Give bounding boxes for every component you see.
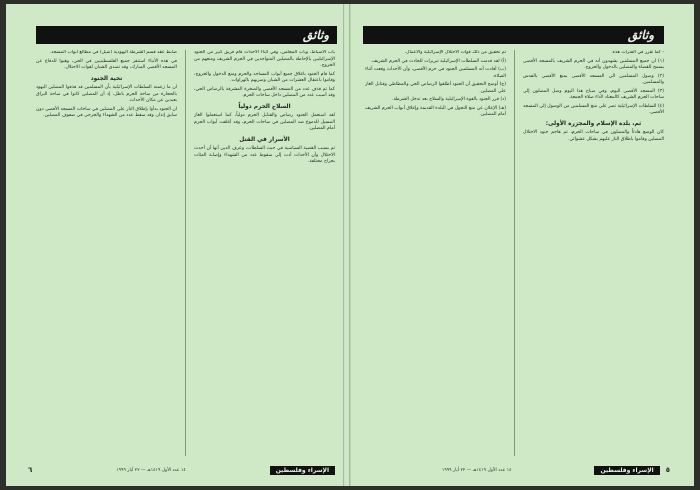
paragraph: ثم بسبب القضية السياسية في حيث السلطات، وعرف الدين أنها أن أحدث الاحتلال وأن الأحداث أدت إلى سقوط عدد من الشهداء وإصابة المئات بجراح مختلفة. bbox=[194, 146, 335, 164]
paragraph: - كما تقرر في الفترات هذه. bbox=[611, 50, 664, 55]
right-page bbox=[350, 4, 694, 486]
paragraph: ضابط عقد قسم الشرطة اليهودية (شيل) في مطالع أبواب المسجد. bbox=[49, 50, 177, 55]
issue-info: ١٤ عدد الأول ١٤١٩هـ — ٢٢ أيار ١٩٩٩ bbox=[116, 467, 186, 473]
left-page-footer bbox=[28, 464, 335, 476]
paragraph: تم تحقيق من ذلك قوات الاحتلال الإسرائيلية والأعمال. bbox=[404, 50, 506, 55]
right-page-header bbox=[363, 26, 664, 44]
paragraph: (ب) أفادت أنه المسلمين الجنود في حرم الأقصى، وأن الأحداث وقعت أثناء الصلاة. bbox=[365, 67, 506, 79]
magazine-spread bbox=[6, 4, 694, 486]
right-page-footer bbox=[365, 464, 670, 476]
left-header-title: وثائق bbox=[302, 28, 329, 42]
paragraph: (د) قرر الجنود بالقوة الإسرائيلية والسلاح بعد تدخل الشرطة. bbox=[392, 97, 506, 102]
paragraph: كما تم قذف عدد من المسجد الأقصى والصخرة المشرفة بالرصاص الحي، وقد أصيب عدد من المصلين داخل ساحات الحرم. bbox=[194, 86, 335, 98]
paragraph: كما قام الجنود باغلاق جميع أبواب المساجد والحرم ومنع الدخول والخروج، وقاموا باعتقال العشرات من الشبان وضربهم بالهراوات. bbox=[194, 71, 335, 83]
column-divider bbox=[185, 50, 186, 456]
paragraph: (٤) السلطات الإسرائيلية تصر على منع المسلمين من الوصول إلى المسجد الأقصى. bbox=[523, 103, 664, 115]
paragraph: ان الجنود بدأوا بإطلاق النار على المصلين في ساحات المسجد الأقصى دون سابق إنذار، وقد سقط عدد من الشهداء والجرحى في صفوف المصلين. bbox=[36, 106, 177, 118]
paragraph: (ج) أوضح التحقيق أن الجنود أطلقوا الرصاص الحي والمطاطي وقنابل الغاز على المصلين. bbox=[365, 82, 506, 94]
paragraph: (١) ان جميع المسلمين يشهدون أنه في الحرم الشريف بالمسجد الأقصى يسمح للقضاة والمصلين بالدخول والخروج. bbox=[523, 58, 664, 70]
paragraph: كان الوضع هادئاً والمصلون في ساحات الحرم، ثم هاجم جنود الاحتلال المصلين وقاموا باطلاق النار عليهم بشكل عشوائي. bbox=[523, 130, 664, 142]
left-page-columns bbox=[36, 50, 335, 456]
spine-fold bbox=[343, 4, 345, 486]
page-number: ٥ bbox=[665, 466, 670, 474]
paragraph: (٣) المسجد الأقصى اليوم، وفي صباح هذا اليوم وصل المصلون إلى ساحات الحرم الشريف كالمعتاد لأداء صلاة الجمعة. bbox=[523, 88, 664, 100]
page-number: ٦ bbox=[28, 466, 33, 474]
magazine-brand: الإسراء وفلسطين bbox=[270, 466, 335, 475]
paragraph: باب الأسباط، وباب المجلس، وفي أثناء الأحداث قام فريق كبير من الجنود الإسرائيليين بالإحاطة بالمصلين المتواجدين في الحرم الشريف ومنعهم من الخروج. bbox=[194, 50, 335, 68]
paragraph: (هـ) الإعلان عن منع التجول في البلدة القديمة وإغلاق أبواب الحرم الشريف أمام المصلين. bbox=[365, 105, 506, 117]
left-page-header bbox=[36, 26, 337, 44]
paragraph: (أ) لقد قدمت السلطات الإسرائيلية تبريرات للحادث في الحرم الشريف. bbox=[370, 58, 506, 64]
right-header-title: وثائق bbox=[627, 28, 654, 42]
right-page-columns bbox=[365, 50, 664, 456]
right-page-column-right bbox=[523, 50, 664, 456]
right-page-column-left bbox=[365, 50, 506, 456]
magazine-brand: الإسراء وفلسطين bbox=[594, 466, 659, 475]
left-page-column-right bbox=[194, 50, 335, 456]
paragraph: ان ما زعمته السلطات الإسرائيلية بأن المسلمين قد قذفوا المصلين اليهود بالحجارة من ساحة الحرم باطل، إذ أن المصلين كانوا في ساحة البراق بعيدين عن مكان الأحداث. bbox=[36, 85, 177, 103]
left-page-column-left bbox=[36, 50, 177, 456]
paragraph: في هذه الأنباء استنفر جميع الفلسطينيين في الحي، وهبوا للدفاع عن المسجد الأقصى المبارك، وقد تصدى الشبان لقوات الاحتلال. bbox=[36, 58, 177, 70]
section-heading: تحية الجنود bbox=[90, 75, 123, 82]
left-page bbox=[6, 4, 350, 486]
section-heading: الأسرار في القتل bbox=[239, 136, 290, 143]
column-divider bbox=[514, 50, 515, 456]
paragraph: لقد استعمل الجنود رصاص والقنابل الحرم دولياً، كما استعملوا الغاز المسيل للدموع ضد المصلين في ساحات الحرم، وقد أغلقت أبواب الحرم أمام المصلين. bbox=[194, 113, 335, 131]
paragraph: (٢) وصول المسلمين الى المسجد الأقصى يمنع الأقصى بالقدس والمسلمين. bbox=[523, 73, 664, 85]
section-heading: ثم، بلدة الإسلام والمجزرة الأولى: bbox=[545, 120, 642, 127]
issue-info: ١٤ عدد الأول ١٤١٩هـ — ٢٢ أيار ١٩٩٩ bbox=[441, 467, 512, 473]
section-heading: السلاح الحرم دولياً bbox=[238, 103, 291, 110]
